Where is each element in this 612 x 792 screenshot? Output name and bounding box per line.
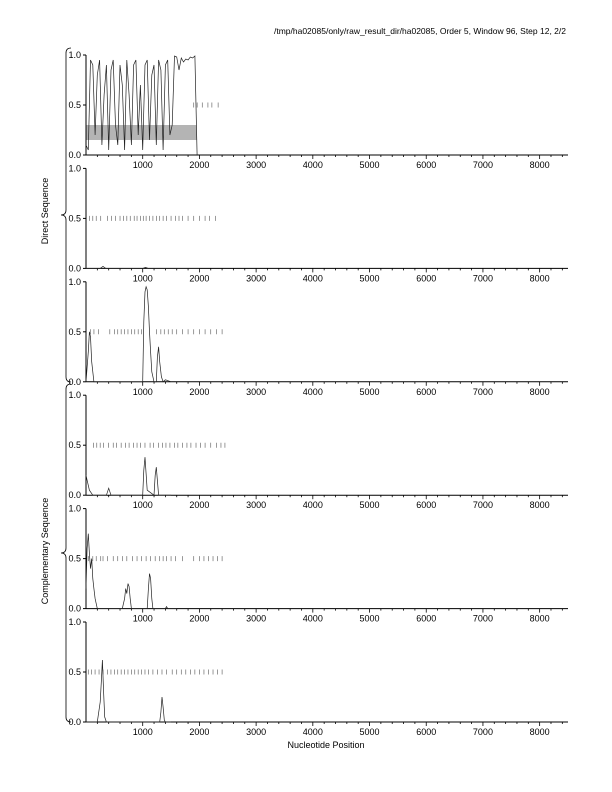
series-line <box>86 660 171 722</box>
x-tick-label: 1000 <box>132 727 153 737</box>
panel-4 <box>68 390 568 510</box>
chart-panels <box>68 50 568 737</box>
x-tick-label: 2000 <box>189 500 210 511</box>
x-tick-label: 6000 <box>416 500 437 511</box>
x-tick-label: 4000 <box>302 160 323 170</box>
y-tick-label: 1.0 <box>68 276 81 287</box>
x-tick-label: 7000 <box>472 160 493 170</box>
file-header: /tmp/ha02085/only/raw_result_dir/ha02085, Order 5, Window 96, Step 12, 2/2 <box>273 26 566 36</box>
x-tick-label: 5000 <box>359 500 380 511</box>
x-tick-label: 6000 <box>416 273 437 284</box>
x-tick-label: 4000 <box>302 386 323 397</box>
direct-sequence-label: Direct Sequence <box>40 177 50 245</box>
y-tick-label: 0.0 <box>68 490 81 501</box>
x-tick-label: 6000 <box>416 613 437 624</box>
x-tick-label: 8000 <box>529 273 550 284</box>
x-tick-label: 1000 <box>132 386 153 397</box>
panel-1 <box>68 50 568 170</box>
x-tick-label: 5000 <box>359 613 380 624</box>
y-tick-label: 0.0 <box>68 603 81 614</box>
x-tick-label: 3000 <box>246 613 267 624</box>
panel-5 <box>68 504 568 624</box>
x-axis-title: Nucleotide Position <box>287 740 365 750</box>
x-tick-label: 1000 <box>132 273 153 284</box>
y-tick-label: 1.0 <box>68 617 81 627</box>
y-tick-label: 0.5 <box>68 553 81 564</box>
x-tick-label: 3000 <box>246 273 267 284</box>
x-tick-label: 7000 <box>472 613 493 624</box>
x-tick-label: 6000 <box>416 160 437 170</box>
x-tick-label: 3000 <box>246 160 267 170</box>
x-tick-label: 4000 <box>302 727 323 737</box>
x-tick-label: 2000 <box>189 386 210 397</box>
x-tick-label: 7000 <box>472 386 493 397</box>
panel-2 <box>68 163 568 283</box>
x-tick-label: 8000 <box>529 727 550 737</box>
complementary-sequence-label: Complementary Sequence <box>40 497 50 605</box>
x-tick-label: 6000 <box>416 386 437 397</box>
x-tick-label: 1000 <box>132 500 153 511</box>
x-tick-label: 7000 <box>472 273 493 284</box>
x-tick-label: 5000 <box>359 386 380 397</box>
y-tick-label: 1.0 <box>68 390 81 401</box>
series-line <box>86 457 171 495</box>
x-tick-label: 2000 <box>189 273 210 284</box>
x-tick-label: 8000 <box>529 386 550 397</box>
x-tick-label: 5000 <box>359 727 380 737</box>
x-tick-label: 3000 <box>246 500 267 511</box>
x-tick-label: 4000 <box>302 500 323 511</box>
y-tick-label: 0.5 <box>68 667 81 677</box>
y-tick-label: 0.5 <box>68 326 81 337</box>
series-line <box>86 534 177 609</box>
y-tick-label: 0.0 <box>68 263 81 274</box>
series-line <box>86 56 197 155</box>
x-tick-label: 1000 <box>132 160 153 170</box>
x-tick-label: 1000 <box>132 613 153 624</box>
y-tick-label: 0.5 <box>68 213 81 224</box>
x-tick-label: 8000 <box>529 160 550 170</box>
x-tick-label: 7000 <box>472 500 493 511</box>
x-tick-label: 2000 <box>189 727 210 737</box>
x-tick-label: 3000 <box>246 386 267 397</box>
x-tick-label: 7000 <box>472 727 493 737</box>
x-tick-label: 8000 <box>529 613 550 624</box>
x-tick-label: 8000 <box>529 500 550 511</box>
y-tick-label: 0.0 <box>68 150 81 160</box>
y-tick-label: 0.5 <box>68 100 81 110</box>
y-tick-label: 1.0 <box>68 50 81 60</box>
x-tick-label: 5000 <box>359 160 380 170</box>
x-tick-label: 5000 <box>359 273 380 284</box>
y-tick-label: 1.0 <box>68 163 81 174</box>
y-tick-label: 1.0 <box>68 503 81 514</box>
x-tick-label: 6000 <box>416 727 437 737</box>
y-tick-label: 0.5 <box>68 440 81 451</box>
x-tick-label: 4000 <box>302 613 323 624</box>
x-tick-label: 2000 <box>189 613 210 624</box>
x-tick-label: 2000 <box>189 160 210 170</box>
y-tick-label: 0.0 <box>68 376 81 387</box>
x-tick-label: 4000 <box>302 273 323 284</box>
y-tick-label: 0.0 <box>68 717 81 727</box>
panel-6 <box>68 617 568 737</box>
x-tick-label: 3000 <box>246 727 267 737</box>
panel-3 <box>68 277 568 397</box>
